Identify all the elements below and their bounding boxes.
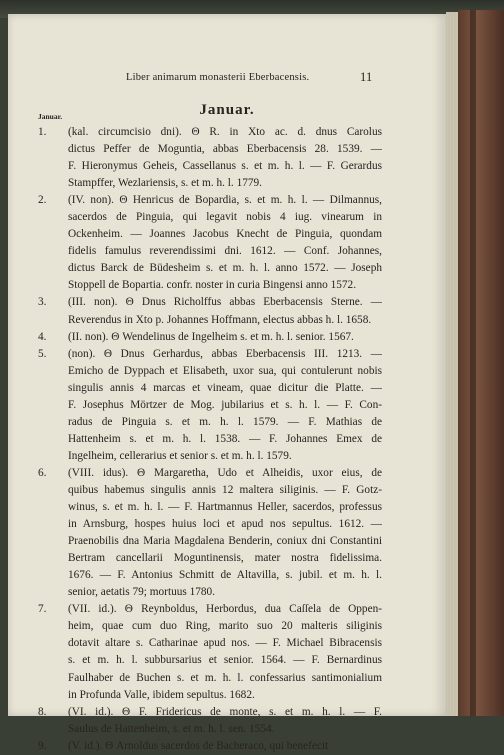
entry-line: fidelis famulus reverendissimi dni. 1612. — Conf. Johannes, — [68, 245, 382, 258]
entry-line: 1676. — F. Antonius Schmitt de Altavilla, s. jubil. et m. h. l. — [68, 569, 382, 582]
entry-number: 3. — [38, 296, 47, 309]
entry-item — [8, 329, 446, 346]
entry-line: Reverendus in Xto p. Johannes Hoffmann, electus abbas h. l. 1658. — [68, 313, 372, 326]
entry-line: Saulus de Hattenheim, s. et m. h. l. sen. 1554. — [68, 722, 275, 735]
entry-line: Stoppell de Bopartia. confr. noster in curia Bingensi anno 1572. — [68, 279, 357, 292]
entry-line: singulis annis 4 marcas et vineam, quae dicitur die Platte. — — [68, 381, 382, 394]
entry-line: (non). Θ Dnus Gerhardus, abbas Eberbacensis III. 1213. — — [68, 347, 382, 360]
entry-item — [8, 346, 446, 465]
entry-line: in Arnsburg, hospes huius loci et apud nos sepultus. 1612. — — [68, 518, 382, 531]
entry-item — [8, 738, 446, 755]
entry-item — [8, 294, 446, 328]
entry-number: 2. — [38, 194, 47, 207]
entry-item — [8, 704, 446, 738]
month-heading: Januar. — [199, 102, 255, 118]
entry-line: Stampffer, Wezlariensis, s. et m. h. l. 1779. — [68, 177, 262, 190]
entry-line: dictus Peffer de Moguntia, abbas Eberbacensis 28. 1539. — — [68, 143, 382, 156]
entry-number: 1. — [38, 126, 47, 138]
entry-line: Emicho de Dyppach et Elisabeth, uxor sua, qui contulerunt nobis — [68, 364, 382, 377]
entry-item — [8, 124, 446, 192]
entry-item — [8, 465, 446, 601]
entry-line: (VI. id.). Θ F. Fridericus de monte, s. et m. h. l. — F. — [68, 705, 382, 718]
entry-line: Praenobilis dna Maria Magdalena Benderin, coniux dni Constantini — [68, 535, 382, 548]
entry-line: quibus habemus singulis annis 12 maltera siliginis. — F. Gotz- — [68, 483, 382, 496]
page-stack-edge — [446, 12, 458, 716]
entry-line: (VIII. idus). Θ Margaretha, Udo et Alheidis, uxor eius, de — [68, 466, 382, 479]
entry-line: in Profunda Valle, ibidem sepultus. 1682. — [68, 688, 255, 701]
entry-line: s. et m. h. l. subbursarius et senior. 1564. — F. Bernardinus — [68, 654, 382, 667]
entry-line: radus de Pinguia s. et m. h. l. 1579. — F. Mathias de — [68, 415, 382, 428]
entry-line: (VII. id.). Θ Reynboldus, Herbordus, dua Caſſela de Oppen- — [68, 603, 382, 616]
entry-line: dotavit altare s. Catharinae apud nos. — F. Michael Bibracensis — [68, 637, 382, 650]
entry-line: sacerdos de Pinguia, qui legavit nobis 4 iug. vinearum in — [68, 211, 382, 224]
book-page — [8, 14, 446, 752]
entry-line: dictus Barck de Büdesheim s. et m. h. l. anno 1572. — Joseph — [68, 262, 382, 275]
book-cover-edge — [458, 10, 504, 716]
entry-line: (IV. non). Θ Henricus de Bopardia, s. et m. h. l. — Dilmannus, — [68, 194, 382, 207]
entry-number: 8. — [38, 705, 47, 718]
entry-line: Hattenheim s. et m. h. l. 1538. — F. Johannes Emex de — [68, 432, 382, 445]
entry-line: (V. id.). Θ Arnoldus sacerdos de Bacheraco, qui benefecit — [68, 739, 329, 752]
entry-item — [8, 601, 446, 703]
entry-line: Bertram cancellarii Moguntinensis, mater nostra fidelissima. — [68, 552, 382, 565]
page-number: 11 — [360, 70, 373, 84]
book-cover-stripe — [470, 10, 476, 716]
entry-number: 4. — [38, 330, 47, 343]
entry-number: 5. — [38, 347, 47, 360]
entry-number: 6. — [38, 466, 47, 479]
entry-line: Ockenheim. — Joannes Jacobus Knecht de Pinguia, quondam — [68, 228, 382, 241]
running-title: Liber animarum monasterii Eberbacensis. — [126, 72, 310, 83]
entry-item — [8, 192, 446, 294]
entry-line: Faulhaber de Buchen s. et m. h. l. confessarius santimonialium — [68, 671, 382, 684]
entry-line: (III. non). Θ Dnus Richolffus abbas Eberbacensis Sterne. — — [68, 296, 382, 309]
entry-line: Ingelheim, cellerarius et senior s. et m. h. l. 1579. — [68, 449, 292, 462]
entry-line: (kal. circumcisio dni). Θ R. in Xto ac. d. dnus Carolus — [68, 126, 382, 138]
margin-label: Januar. — [38, 112, 63, 121]
entry-line: F. Hieronymus Geheis, Cassellanus s. et m. h. l. — F. Gerardus — [68, 160, 382, 173]
entry-number: 9. — [38, 739, 47, 752]
entry-line: heim, quae cum duo Ring, marito suo 20 malteris siliginis — [68, 620, 382, 633]
entries-list — [8, 124, 446, 755]
entry-line: F. Josephus Mörtzer de Mog. jubilarius et s. h. l. — F. Con- — [68, 398, 382, 411]
entry-line: senior, aetatis 79; mortuus 1780. — [68, 586, 216, 599]
entry-number: 7. — [38, 603, 47, 616]
entry-line: winus, s. et m. h. l. — F. Hartmannus Heller, sacerdos, professus — [68, 501, 382, 514]
entry-line: (II. non). Θ Wendelinus de Ingelheim s. et m. h. l. senior. 1567. — [68, 330, 354, 343]
